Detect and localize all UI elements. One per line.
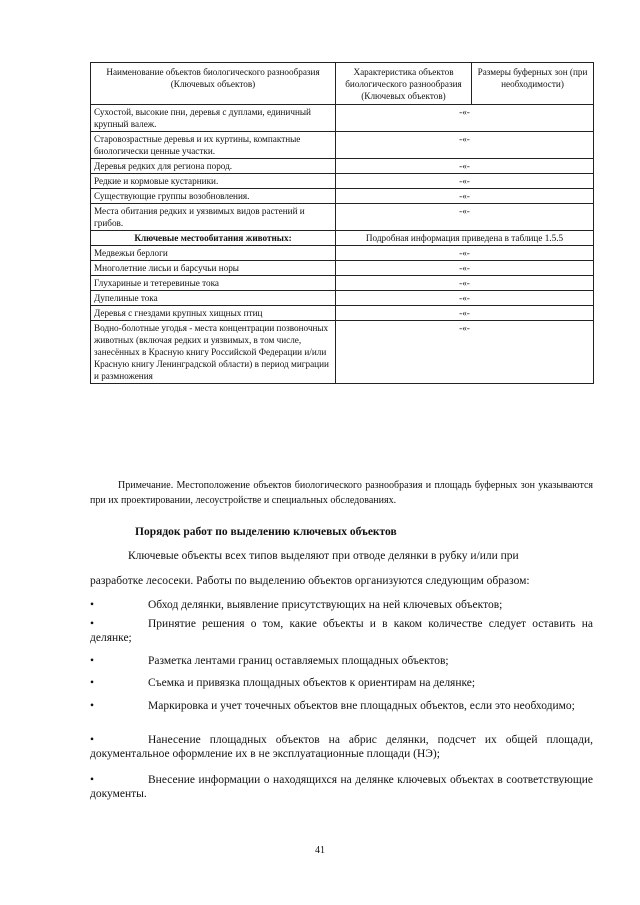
row-value: -«-	[336, 246, 594, 261]
row-name: Места обитания редких и уязвимых видов растений и грибов.	[91, 204, 336, 231]
list-item	[90, 676, 593, 690]
list-item-text: Нанесение площадных объектов на абрис делянки, подсчет их общей площади, документальное оформление их в не эксплуатационные площади (НЭ);	[90, 734, 593, 760]
bullet-icon: •	[90, 677, 95, 689]
table-row	[91, 204, 594, 231]
list-item	[90, 699, 593, 713]
row-value: -«-	[336, 321, 594, 384]
list-item-text: Внесение информации о находящихся на делянке ключевых объектах в соответствующие документы.	[90, 774, 593, 800]
table-row	[91, 105, 594, 132]
row-name: Глухариные и тетеревиные тока	[91, 276, 336, 291]
list-item	[90, 617, 593, 645]
list-item	[90, 598, 593, 612]
row-value: -«-	[336, 204, 594, 231]
row-name: Существующие группы возобновления.	[91, 189, 336, 204]
list-item-text: Принятие решения о том, какие объекты и в каком количестве следует оставить на делянке;	[90, 618, 593, 644]
row-value: -«-	[336, 105, 594, 132]
intro-line-1: Ключевые объекты всех типов выделяют при отводе делянки в рубку и/или при	[128, 550, 519, 562]
row-value: -«-	[336, 159, 594, 174]
row-name: Медвежьи берлоги	[91, 246, 336, 261]
header-characteristic: Характеристика объектов биологического разнообразия (Ключевых объектов)	[336, 63, 472, 105]
intro-line-2: разработке лесосеки. Работы по выделению объектов организуются следующим образом:	[90, 575, 530, 587]
table-row	[91, 306, 594, 321]
bullet-icon: •	[90, 700, 95, 712]
row-name: Многолетние лисьи и барсучьи норы	[91, 261, 336, 276]
table-row	[91, 189, 594, 204]
table-row	[91, 132, 594, 159]
table-row	[91, 159, 594, 174]
section-title: Порядок работ по выделению ключевых объектов	[135, 526, 397, 538]
table-row	[91, 276, 594, 291]
header-buffer-size: Размеры буферных зон (при необходимости)	[472, 63, 594, 105]
bullet-icon: •	[90, 655, 95, 667]
bullet-icon: •	[90, 774, 95, 786]
row-name: Водно-болотные угодья - места концентрации позвоночных животных (включая редких и уязвимых, в том числе, занесённых в Красную книгу Российской Федерации и/или Красную книгу Ленинградской области) в период миграции и размножения	[91, 321, 336, 384]
list-item-text: Маркировка и учет точечных объектов вне площадных объектов, если это необходимо;	[148, 700, 575, 712]
table-row	[91, 321, 594, 384]
table-row	[91, 246, 594, 261]
row-value: -«-	[336, 291, 594, 306]
row-value: -«-	[336, 276, 594, 291]
row-name: Старовозрастные деревья и их куртины, компактные биологически ценные участки.	[91, 132, 336, 159]
list-item	[90, 773, 593, 801]
row-name: Деревья с гнездами крупных хищных птиц	[91, 306, 336, 321]
row-name: Редкие и кормовые кустарники.	[91, 174, 336, 189]
row-value: -«-	[336, 306, 594, 321]
row-value: -«-	[336, 132, 594, 159]
row-name: Ключевые местообитания животных:	[91, 231, 336, 246]
list-item-text: Разметка лентами границ оставляемых площадных объектов;	[148, 655, 449, 667]
bullet-icon: •	[90, 599, 95, 611]
table-row	[91, 291, 594, 306]
row-value: -«-	[336, 261, 594, 276]
biodiversity-table	[90, 62, 594, 384]
table-header-row	[91, 63, 594, 105]
row-name: Дупелиные тока	[91, 291, 336, 306]
bullet-icon: •	[90, 618, 95, 630]
row-value: -«-	[336, 174, 594, 189]
row-value: -«-	[336, 189, 594, 204]
row-name: Деревья редких для региона пород.	[91, 159, 336, 174]
header-object-name: Наименование объектов биологического разнообразия (Ключевых объектов)	[91, 63, 336, 105]
table-row	[91, 261, 594, 276]
list-item	[90, 654, 593, 668]
table-row	[91, 174, 594, 189]
list-item-text: Обход делянки, выявление присутствующих на ней ключевых объектов;	[148, 599, 503, 611]
bullet-icon: •	[90, 734, 95, 746]
table-note: Примечание. Местоположение объектов биологического разнообразия и площадь буферных зон указываются при их проектировании, лесоустройстве и специальных обследованиях.	[90, 480, 593, 506]
list-item	[90, 733, 593, 761]
list-item-text: Съемка и привязка площадных объектов к ориентирам на делянке;	[148, 677, 476, 689]
row-name: Сухостой, высокие пни, деревья с дуплами, единичный крупный валеж.	[91, 105, 336, 132]
table-row-key-habitats	[91, 231, 594, 246]
row-value: Подробная информация приведена в таблице 1.5.5	[336, 231, 594, 246]
page-number: 41	[315, 845, 325, 856]
